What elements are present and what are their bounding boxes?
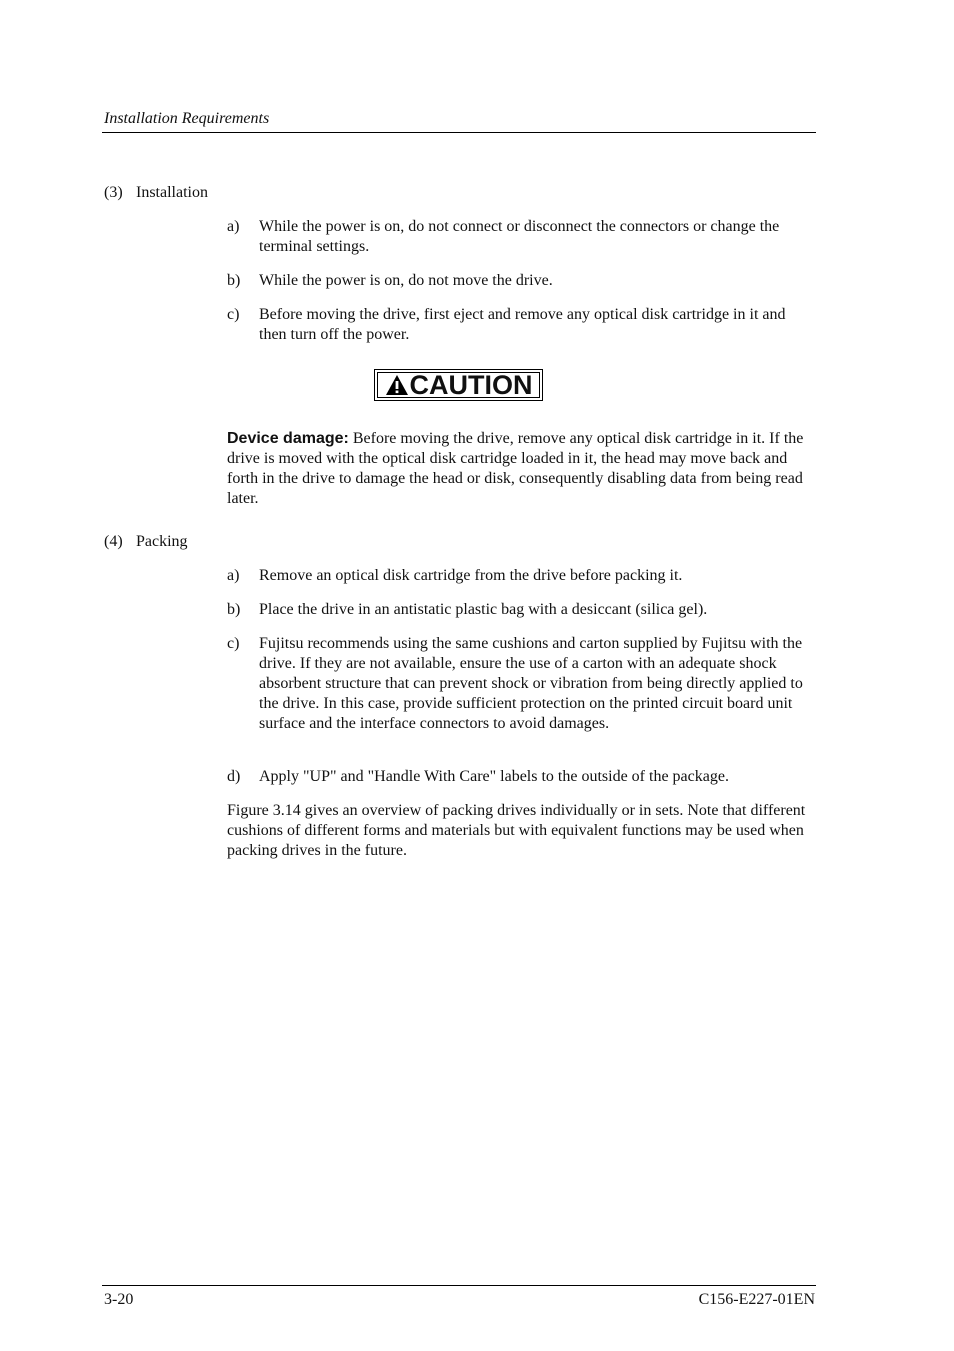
section-title-text: Installation <box>136 184 208 201</box>
section-title-text: Packing <box>136 533 188 550</box>
list-item-text: Apply "UP" and "Handle With Care" labels to the outside of the package. <box>259 768 729 785</box>
list-item <box>227 217 817 257</box>
list-item <box>227 566 817 586</box>
warning-triangle-icon <box>385 374 409 396</box>
caution-banner-inner <box>377 372 540 398</box>
list-item-text: Fujitsu recommends using the same cushions and carton supplied by Fujitsu with the drive. If they are not available, ensure the use of a carton with an adequate shock absorbent structure that can prevent shock or vibration from being directly applied to the drive. In this case, provide sufficient protection on the printed circuit board unit surface and the interface connectors to avoid damages. <box>259 635 803 732</box>
list-item-text: Remove an optical disk cartridge from the drive before packing it. <box>259 567 683 584</box>
list-item-label: b) <box>227 601 241 618</box>
caution-body: Before moving the drive, remove any optical disk cartridge in it. If the drive is moved with the optical disk cartridge loaded in it, the head may move back and forth in the drive to damage the head or disk, consequently disabling data from being read later. <box>227 430 804 507</box>
section-packing-title <box>104 532 188 552</box>
list-item-label: c) <box>227 635 240 652</box>
caution-banner <box>374 369 543 401</box>
packing-note: Figure 3.14 gives an overview of packing drives individually or in sets. Note that different cushions of different forms and materials but with equivalent functions may be used when packing drives in the future. <box>227 802 806 859</box>
document-id: C156-E227-01EN <box>698 1291 815 1308</box>
list-item-text: While the power is on, do not connect or disconnect the connectors or change the terminal settings. <box>259 218 780 255</box>
list-item <box>227 271 817 291</box>
list-item <box>227 600 817 620</box>
page-number: 3-20 <box>104 1291 134 1308</box>
list-item <box>227 634 817 734</box>
caution-word: CAUTION <box>409 370 533 400</box>
list-item-label: d) <box>227 768 241 785</box>
section-number: (3) <box>104 184 123 201</box>
page-header: Installation Requirements <box>104 110 270 127</box>
section-installation-title <box>104 183 208 203</box>
list-item <box>227 767 817 787</box>
list-item-text: Before moving the drive, first eject and remove any optical disk cartridge in it and then turn off the power. <box>259 306 786 343</box>
section-number: (4) <box>104 533 123 550</box>
list-item <box>227 305 817 345</box>
footer-rule <box>102 1285 816 1286</box>
list-item-text: While the power is on, do not move the drive. <box>259 272 553 289</box>
list-item-label: c) <box>227 306 240 323</box>
list-item-label: a) <box>227 218 240 235</box>
header-rule <box>102 132 816 133</box>
list-item-label: b) <box>227 272 241 289</box>
caution-text <box>227 429 817 509</box>
list-item-text: Place the drive in an antistatic plastic bag with a desiccant (silica gel). <box>259 601 708 618</box>
caution-label: Device damage: <box>227 430 349 447</box>
list-item-label: a) <box>227 567 240 584</box>
